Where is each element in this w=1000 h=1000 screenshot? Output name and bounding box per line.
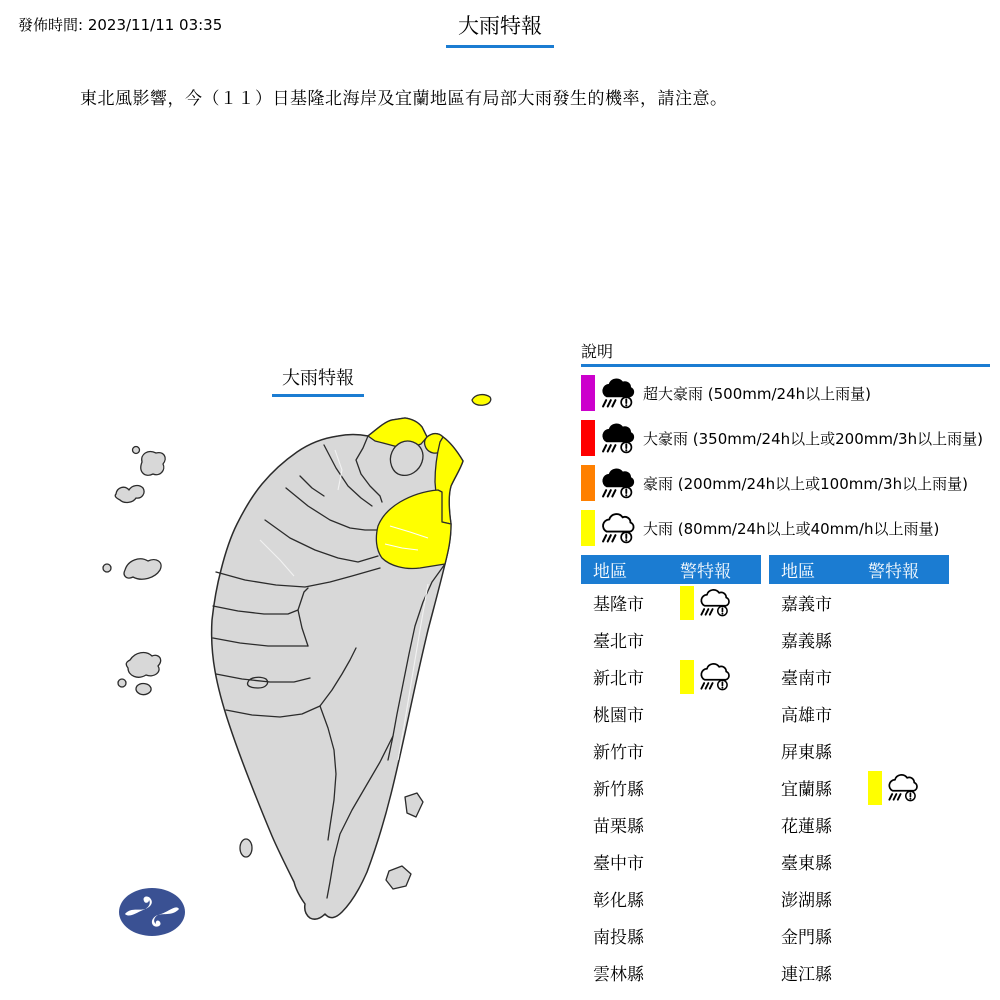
rain-cloud-outline-icon — [599, 511, 639, 545]
region-name: 新竹市 — [593, 743, 644, 763]
legend-color-swatch — [581, 420, 595, 456]
legend-items — [581, 375, 990, 546]
table-header — [581, 555, 761, 584]
table-row — [769, 584, 949, 621]
warning-color-swatch — [680, 586, 694, 620]
table-row — [581, 584, 761, 621]
region-name: 澎湖縣 — [781, 891, 832, 911]
region-name: 基隆市 — [593, 595, 644, 615]
table-row — [581, 954, 761, 991]
legend-item-label: 大豪雨 (350mm/24h以上或200mm/3h以上雨量) — [643, 429, 983, 448]
page-title: 大雨特報 — [446, 10, 554, 48]
warning-cell — [868, 770, 918, 806]
publish-time: 發佈時間: 2023/11/11 03:35 — [18, 16, 223, 34]
table-row — [769, 695, 949, 732]
legend-item-label: 豪雨 (200mm/24h以上或100mm/3h以上雨量) — [643, 474, 968, 493]
legend-item-label: 大雨 (80mm/24h以上或40mm/h以上雨量) — [643, 519, 940, 538]
region-name: 雲林縣 — [593, 965, 644, 985]
warning-panel — [581, 342, 990, 991]
region-name: 金門縣 — [781, 928, 832, 948]
region-name: 嘉義縣 — [781, 632, 832, 652]
region-name: 宜蘭縣 — [781, 780, 832, 800]
legend-color-swatch — [581, 465, 595, 501]
region-name: 花蓮縣 — [781, 817, 832, 837]
region-name: 南投縣 — [593, 928, 644, 948]
rain-cloud-solid-icon — [599, 466, 639, 500]
legend-color-swatch — [581, 375, 595, 411]
rain-cloud-outline-icon — [694, 588, 730, 617]
legend-title: 說明 — [581, 342, 614, 361]
region-name: 屏東縣 — [781, 743, 832, 763]
table-row — [581, 658, 761, 695]
region-name: 臺南市 — [781, 669, 832, 689]
table-row — [769, 658, 949, 695]
table-header — [769, 555, 949, 584]
rain-cloud-outline-icon — [694, 662, 730, 691]
legend-item-0 — [581, 375, 990, 411]
region-name: 高雄市 — [781, 706, 832, 726]
table-row — [581, 806, 761, 843]
warning-color-swatch — [680, 660, 694, 694]
legend-item-1 — [581, 420, 990, 456]
table-row — [769, 843, 949, 880]
region-name: 苗栗縣 — [593, 817, 644, 837]
table-row — [581, 769, 761, 806]
warning-color-swatch — [868, 771, 882, 805]
column-header-warning: 警特報 — [680, 562, 731, 582]
map-island-guishan-highlight — [472, 395, 491, 406]
region-name: 嘉義市 — [781, 595, 832, 615]
table-row — [581, 843, 761, 880]
legend-item-2 — [581, 465, 990, 501]
table-row — [769, 880, 949, 917]
warning-table-0 — [581, 555, 761, 991]
region-name: 彰化縣 — [593, 891, 644, 911]
region-name: 連江縣 — [781, 965, 832, 985]
warning-tables — [581, 555, 990, 991]
legend-item-3 — [581, 510, 990, 546]
table-row — [581, 695, 761, 732]
warning-table-1 — [769, 555, 949, 991]
column-header-region: 地區 — [593, 562, 627, 582]
table-row — [581, 880, 761, 917]
region-name: 臺中市 — [593, 854, 644, 874]
legend-item-label: 超大豪雨 (500mm/24h以上雨量) — [643, 384, 871, 403]
legend-divider — [581, 364, 990, 367]
table-row — [769, 917, 949, 954]
region-name: 新北市 — [593, 669, 644, 689]
warning-cell — [680, 659, 730, 695]
column-header-region: 地區 — [781, 562, 815, 582]
advisory-description: 東北風影響，今（１１）日基隆北海岸及宜蘭地區有局部大雨發生的機率，請注意。 — [80, 89, 728, 109]
map-label: 大雨特報 — [272, 364, 364, 397]
table-row — [581, 917, 761, 954]
rain-cloud-solid-icon — [599, 421, 639, 455]
region-name: 新竹縣 — [593, 780, 644, 800]
table-row — [769, 806, 949, 843]
table-row — [769, 621, 949, 658]
table-row — [769, 954, 949, 991]
rain-cloud-outline-icon — [882, 773, 918, 802]
table-row — [769, 769, 949, 806]
table-row — [581, 621, 761, 658]
region-name: 臺東縣 — [781, 854, 832, 874]
rain-cloud-solid-icon — [599, 376, 639, 410]
title-wrap — [0, 10, 1000, 48]
table-row — [769, 732, 949, 769]
region-name: 桃園市 — [593, 706, 644, 726]
column-header-warning: 警特報 — [868, 562, 919, 582]
table-row — [581, 732, 761, 769]
region-name: 臺北市 — [593, 632, 644, 652]
legend-color-swatch — [581, 510, 595, 546]
cwb-logo-icon — [118, 886, 186, 938]
warning-cell — [680, 585, 730, 621]
